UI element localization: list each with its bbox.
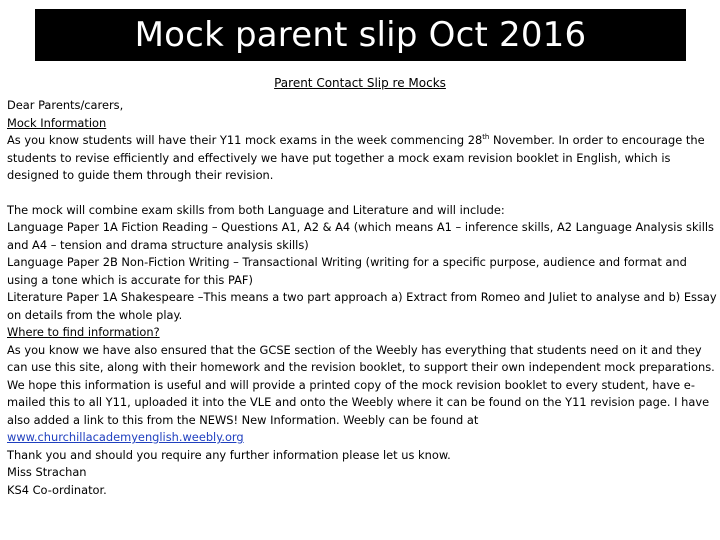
thanks-line: Thank you and should you require any further information please let us know. [7, 447, 451, 462]
paragraph-spacer [7, 185, 717, 202]
letter-body [7, 97, 717, 499]
subtitle-text: Parent Contact Slip re Mocks [274, 76, 446, 90]
paragraph-weebly: As you know we have also ensured that the GCSE section of the Weebly has everything that students need on it and they can use this site, along with their homework and the revision booklet, to support their own independent mock preparations. We hope this information is useful and will provide a printed copy of the mock revision booklet to every student, have e-mailed this to all Y11, uploaded it into the VLE and onto the Weebly where it can be found on the Y11 revision page. I have also added a link to this from the NEWS! New Information. Weebly can be found at [7, 342, 715, 427]
weebly-link[interactable]: www.churchillacademyenglish.weebly.org [7, 430, 244, 444]
weebly-link-line [7, 429, 717, 447]
document-subtitle [0, 76, 720, 90]
signoff-role: KS4 Co-ordinator. [7, 482, 107, 497]
paragraph-intro [7, 132, 717, 185]
heading-mock-information: Mock Information [7, 115, 107, 130]
greeting: Dear Parents/carers, [7, 98, 124, 112]
slide-title [35, 9, 686, 61]
paper-language-1a: Language Paper 1A Fiction Reading – Questions A1, A2 & A4 (which means A1 – inference skills, A2 Language Analysis skills and A4 – tension and drama structure analysis skills) [7, 220, 714, 252]
paragraph-intro-end: November. In order to encourage the students to revise efficiently and effectively we have put together a mock exam revision booklet in English, which is designed to guide them through their revision. [7, 133, 705, 182]
ordinal-suffix: th [482, 133, 490, 142]
paper-literature-1a: Literature Paper 1A Shakespeare –This means a two part approach a) Extract from Romeo and Juliet to analyse and b) Essay on details from the whole play. [7, 290, 717, 322]
heading-find-information: Where to find information? [7, 325, 160, 339]
slide-title-text: Mock parent slip Oct 2016 [134, 15, 587, 55]
paragraph-mock-content: The mock will combine exam skills from both Language and Literature and will include: [7, 202, 505, 217]
signoff-name: Miss Strachan [7, 465, 87, 479]
paragraph-intro-start: As you know students will have their Y11 mock exams in the week commencing 28 [7, 133, 483, 147]
paper-language-2b: Language Paper 2B Non-Fiction Writing – Transactional Writing (writing for a specific purpose, audience and format and using a tone which is accurate for this PAF) [7, 255, 687, 287]
